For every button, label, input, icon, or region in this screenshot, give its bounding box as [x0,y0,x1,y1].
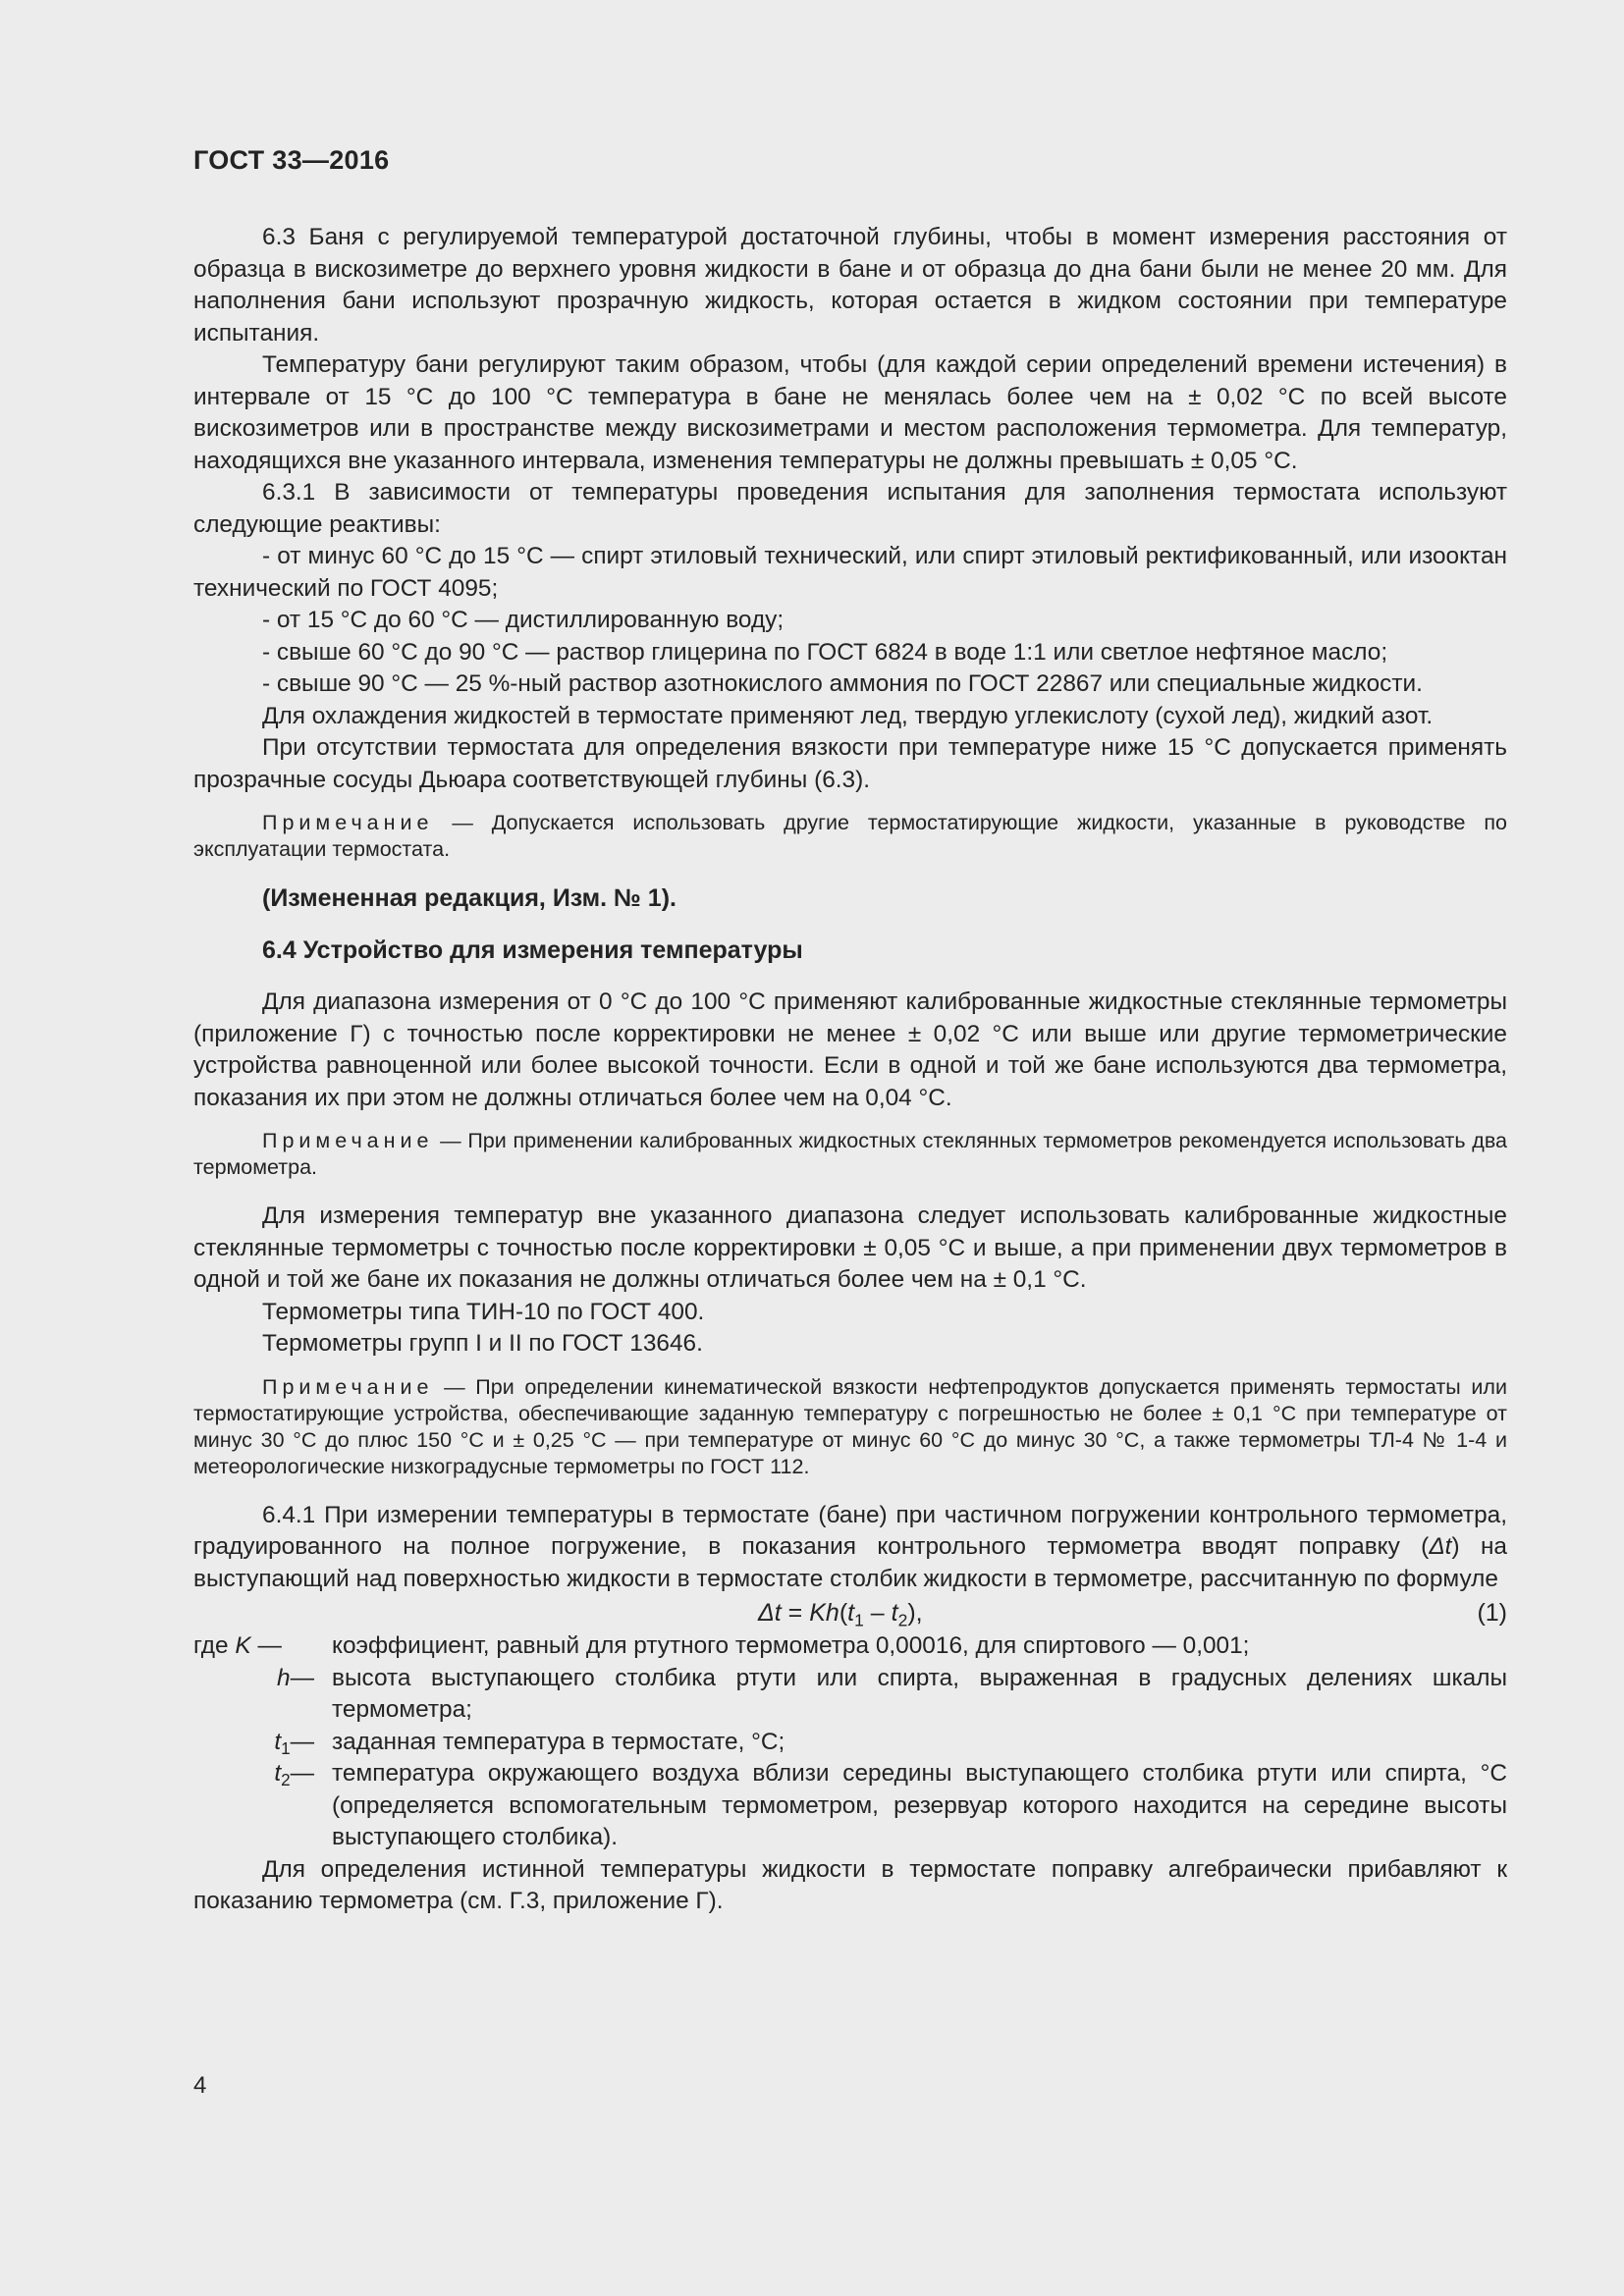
note-3 [193,1374,1507,1480]
paragraph-bath-temperature: Температуру бани регулируют таким образом, чтобы (для каждой серии определений времени истечения) в интервале от 15 °С до 100 °С температура в бане не менялась более чем на ± 0,02 °С по всей высоте вискозиметров или в пространстве между вискозиметрами и местом расположения термометра. Для температур, находящихся вне указанного интервала, изменения температуры не должны превышать ± 0,05 °С. [193,351,1507,474]
list-item-reagent: - свыше 60 °С до 90 °С — раствор глицерина по ГОСТ 6824 в воде 1:1 или светлое нефтяное масло; [262,638,1388,666]
paragraph-groups: Термометры групп I и II по ГОСТ 13646. [262,1330,703,1357]
note-label: Примечание [262,1374,434,1399]
paragraph-outside-range: Для измерения температур вне указанного диапазона следует использовать калиброванные жидкостные стеклянные термометры с точностью после корректировки ± 0,05 °С и выше, а при применении двух термометров в одной и той же бане их показания не должны отличаться более чем на ± 0,1 °С. [193,1202,1507,1293]
paragraph-tin-10: Термометры типа ТИН-10 по ГОСТ 400. [262,1298,705,1325]
delta-t-symbol: Δt [1429,1533,1452,1560]
note-label: Примечание [262,1129,434,1152]
paragraph-cooling: Для охлаждения жидкостей в термостате применяют лед, твердую углекислоту (сухой лед), жидкий азот. [262,702,1434,729]
document-header: ГОСТ 33—2016 [193,145,390,175]
note-label: Примечание [262,811,434,834]
section-heading-6-4: 6.4 Устройство для измерения температуры [262,936,803,964]
note-text: — При применении калиброванных жидкостных стеклянных термометров рекомендуется использовать два термометра. [193,1129,1507,1179]
amended-edition-note: (Измененная редакция, Изм. № 1). [262,884,677,912]
formula-expression: $\Delta t = Kh(t_1 - t_2)$, [758,1599,923,1630]
list-item-reagent: - от минус 60 °С до 15 °С — спирт этиловый технический, или спирт этиловый ректификованный, или изооктан технический по ГОСТ 4095; [193,543,1507,602]
paragraph-dewar: При отсутствии термостата для определения вязкости при температуре ниже 15 °С допускается применять прозрачные сосуды Дьюара соответствующей глубины (6.3). [193,734,1507,793]
paragraph-6-4-1: 6.4.1 При измерении температуры в термостате (бане) при частичном погружении контрольного термометра, градуированного на полное погружение, в показания контрольного термометра вводят поправку (Δt) на выступающий над поверхностью жидкости в термостате столбик жидкости в термометре, рассчитанную по формуле [193,1501,1507,1592]
formula-1 [193,1595,1507,1630]
definition-row: h— высота выступающего столбика ртути или спирта, выраженная в градусных делениях шкалы термометра; [277,1664,1507,1723]
note-1 [193,810,1507,863]
definition-row: $t_1—$ заданная температура в термостате, °С; [274,1728,785,1758]
paragraph-true-temperature: Для определения истинной температуры жидкости в термостате поправку алгебраически прибавляют к показанию термометра (см. Г.3, приложение Г). [193,1855,1507,1914]
equation-number: (1) [1477,1599,1507,1627]
note-2 [193,1128,1507,1181]
page-content [193,222,1507,1918]
list-item-reagent: - от 15 °С до 60 °С — дистиллированную воду; [262,607,785,633]
definition-row: где K — коэффициент, равный для ртутного термометра 0,00016, для спиртового — 0,001; [193,1632,1250,1659]
list-item-reagent: - свыше 90 °С — 25 %-ный раствор азотнокислого аммония по ГОСТ 22867 или специальные жидкости. [262,670,1423,697]
paragraph-thermometers: Для диапазона измерения от 0 °С до 100 °С применяют калиброванные жидкостные стеклянные термометры (приложение Г) с точностью после корректировки не менее ± 0,02 °С или выше или другие термометрические устройства равноценной или более высокой точности. Если в одной и той же бане используются два термометра, показания их при этом не должны отличаться более чем на 0,04 °С. [193,988,1507,1111]
paragraph-6-3: 6.3 Баня с регулируемой температурой достаточной глубины, чтобы в момент измерения расстояния от образца в вискозиметре до верхнего уровня жидкости в бане и от образца до дна бани были не менее 20 мм. Для наполнения бани используют прозрачную жидкость, которая остается в жидком состоянии при температуре испытания. [193,224,1507,347]
paragraph-6-3-1: 6.3.1 В зависимости от температуры проведения испытания для заполнения термостата используют следующие реактивы: [193,479,1507,538]
definition-row: $t_2—$ температура окружающего воздуха вблизи середины выступающего столбика ртути или спирта, °С (определяется вспомогательным термометром, резервуар которого находится на середине высоты выступающего столбика). [274,1760,1507,1850]
note-text: — Допускается использовать другие термостатирующие жидкости, указанные в руководстве по эксплуатации термостата. [193,811,1507,861]
page-number: 4 [193,2072,207,2099]
variable-definitions [193,1630,1507,1854]
note-text: — При определении кинематической вязкости нефтепродуктов допускается применять термостаты или термостатирующие устройства, обеспечивающие заданную температуру с погрешностью не более ± 0,1 °С при температуре от минус 30 °С до плюс 150 °С и ± 0,25 °С — при температуре от минус 60 °С до минус 30 °С, а также термометры ТЛ-4 № 1-4 и метеорологические низкоградусные термометры по ГОСТ 112. [193,1374,1507,1478]
